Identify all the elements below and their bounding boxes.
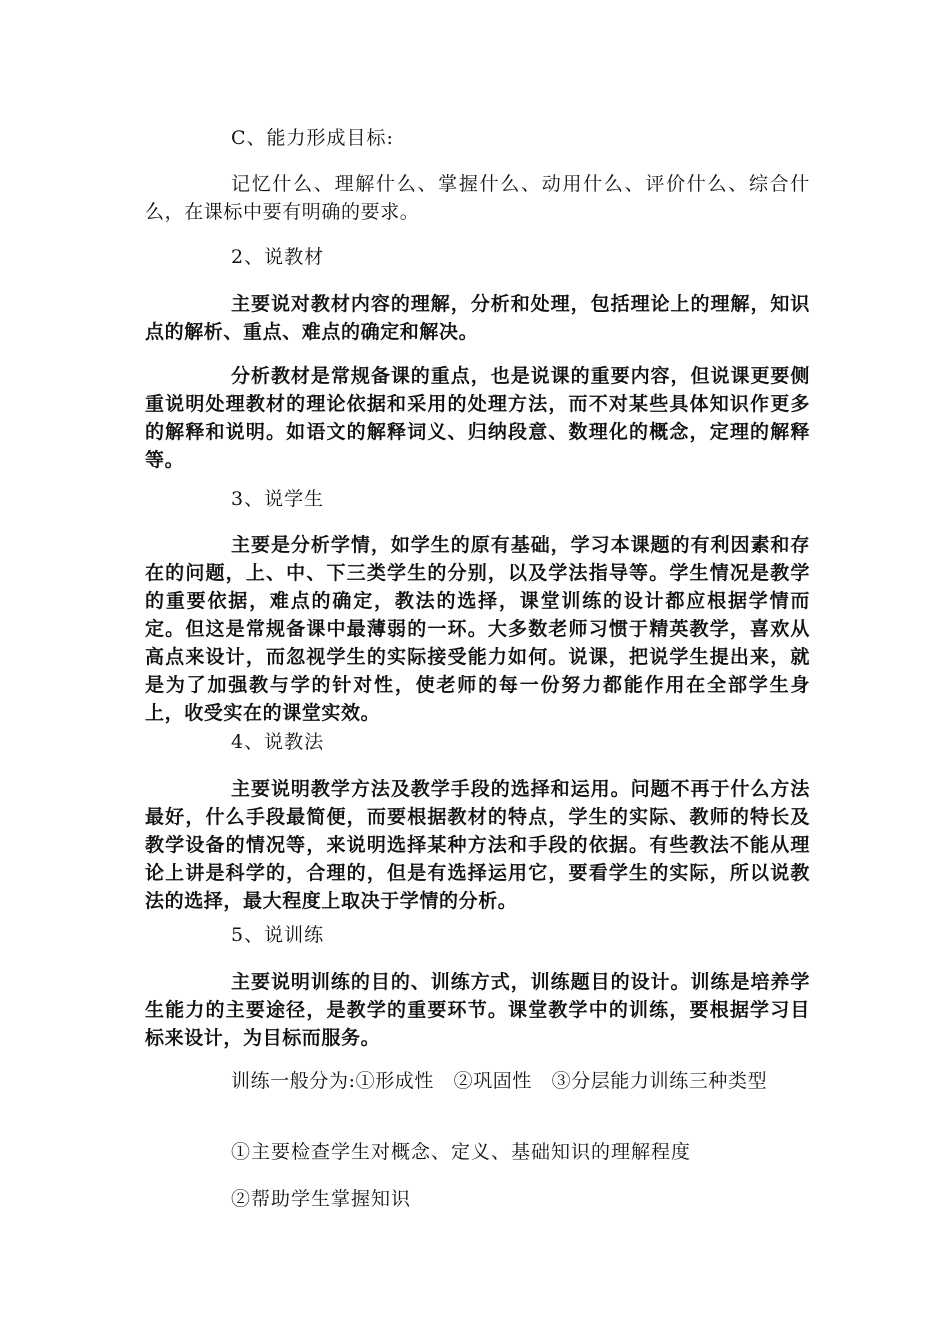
section-heading-training: 5、说训练: [231, 924, 325, 946]
training-paragraph-2: 训练一般分为:①形成性 ②巩固性 ③分层能力训练三种类型: [231, 1070, 768, 1092]
goal-heading: C、能力形成目标:: [231, 127, 394, 149]
methods-paragraph: 主要说明教学方法及教学手段的选择和运用。问题不再于什么方法最好，什么手段最简便，而要根据教材的特点，学生的实际、教师的特长及教学设备的情况等，来说明选择某种方法和手段的依据。有些教法不能从理论上讲是科学的，合理的，但是有选择运用它，要看学生的实际，所以说教法的选择，最大程度上取决于学情的分析。: [145, 778, 810, 912]
section-heading-textbook: 2、说教材: [231, 246, 325, 268]
training-paragraph-1: 主要说明训练的目的、训练方式，训练题目的设计。训练是培养学生能力的主要途径，是教学的重要环节。课堂教学中的训练，要根据学习目标来设计，为目标而服务。: [145, 971, 810, 1049]
students-paragraph: 主要是分析学情，如学生的原有基础，学习本课题的有利因素和存在的问题，上、中、下三类学生的分别，以及学法指导等。学生情况是教学的重要依据，难点的确定，教法的选择，课堂训练的设计都应根据学情而定。但这是常规备课中最薄弱的一环。大多数老师习惯于精英教学，喜欢从高点来设计，而忽视学生的实际接受能力如何。说课，把说学生提出来，就是为了加强教与学的针对性，使老师的每一份努力都能作用在全部学生身上，收受实在的课堂实效。: [145, 534, 810, 724]
textbook-paragraph-1: 主要说对教材内容的理解，分析和处理，包括理论上的理解，知识点的解析、重点、难点的确定和解决。: [145, 293, 810, 343]
section-heading-students: 3、说学生: [231, 488, 325, 510]
goal-paragraph: 记忆什么、理解什么、掌握什么、动用什么、评价什么、综合什么，在课标中要有明确的要求。: [145, 173, 810, 223]
training-item-2: ②帮助学生掌握知识: [231, 1188, 412, 1210]
section-heading-methods: 4、说教法: [231, 731, 325, 753]
training-item-1: ①主要检查学生对概念、定义、基础知识的理解程度: [231, 1141, 692, 1163]
textbook-paragraph-2: 分析教材是常规备课的重点，也是说课的重要内容，但说课更要侧重说明处理教材的理论依据和采用的处理方法，而不对某些具体知识作更多的解释和说明。如语文的解释词义、归纳段意、数理化的概念，定理的解释等。: [145, 365, 810, 471]
